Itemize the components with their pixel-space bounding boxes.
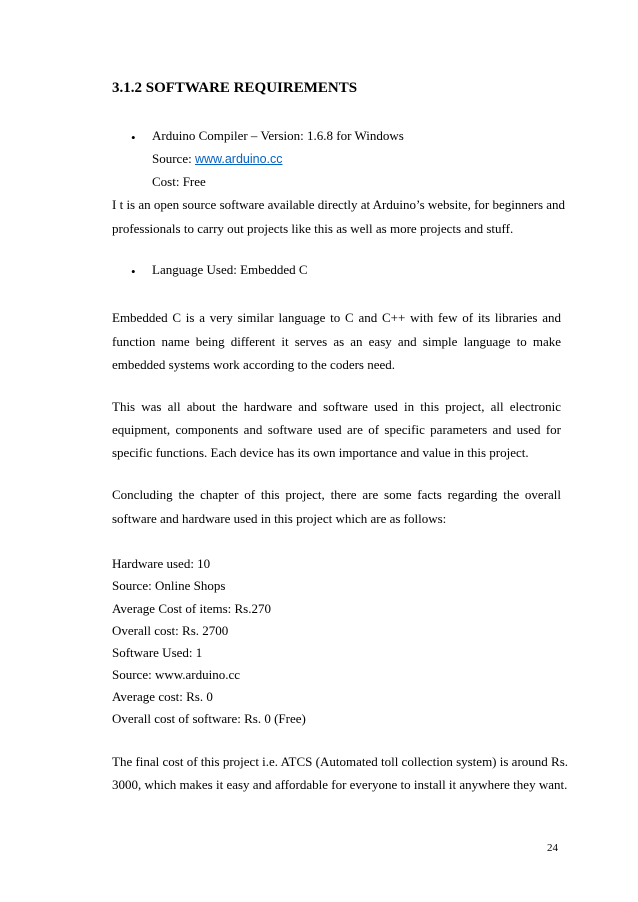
summary-line-2: equipment, components and software used are of specific parameters and used for [112,422,561,437]
fact-average-cost-items: Average Cost of items: Rs.270 [112,601,271,616]
compiler-source [152,151,283,167]
compiler-title: Arduino Compiler – Version: 1.6.8 for Windows [152,128,404,143]
conclusion-line-1: Concluding the chapter of this project, there are some facts regarding the overall [112,487,561,502]
fact-overall-cost: Overall cost: Rs. 2700 [112,623,229,638]
compiler-cost: Cost: Free [152,174,206,189]
fact-hardware-source: Source: Online Shops [112,578,226,593]
final-line-2: 3000, which makes it easy and affordable for everyone to install it anywhere they want. [112,777,568,792]
language-description-line-3: embedded systems work according to the coders need. [112,357,396,372]
summary-line-3: specific functions. Each device has its own importance and value in this project. [112,445,529,460]
language-title: Language Used: Embedded C [152,262,308,277]
conclusion-line-2: software and hardware used in this project which are as follows: [112,511,447,526]
section-heading: 3.1.2 SOFTWARE REQUIREMENTS [112,80,358,96]
fact-hardware-used: Hardware used: 10 [112,556,211,571]
summary-line-1: This was all about the hardware and software used in this project, all electronic [112,399,561,414]
fact-overall-cost-software: Overall cost of software: Rs. 0 (Free) [112,711,306,726]
language-description-line-2: function name being different it serves as an easy and simple language to make [112,334,561,349]
final-line-1: The final cost of this project i.e. ATCS (Automated toll collection system) is around Rs. [112,754,569,769]
compiler-source-label: Source: [152,151,195,166]
compiler-description-line-1: I t is an open source software available directly at Arduino’s website, for beginners and [112,197,566,212]
fact-software-source: Source: www.arduino.cc [112,667,241,682]
language-description-line-1: Embedded C is a very similar language to C and C++ with few of its libraries and [112,310,561,325]
bullet-marker-language: • [131,264,136,279]
page-number: 24 [547,842,558,854]
compiler-description-line-2: professionals to carry out projects like this as well as more projects and stuff. [112,221,514,236]
fact-average-cost-software: Average cost: Rs. 0 [112,689,213,704]
bullet-marker-compiler: • [131,130,136,145]
arduino-website-link[interactable]: www.arduino.cc [194,152,283,166]
fact-software-used: Software Used: 1 [112,645,203,660]
